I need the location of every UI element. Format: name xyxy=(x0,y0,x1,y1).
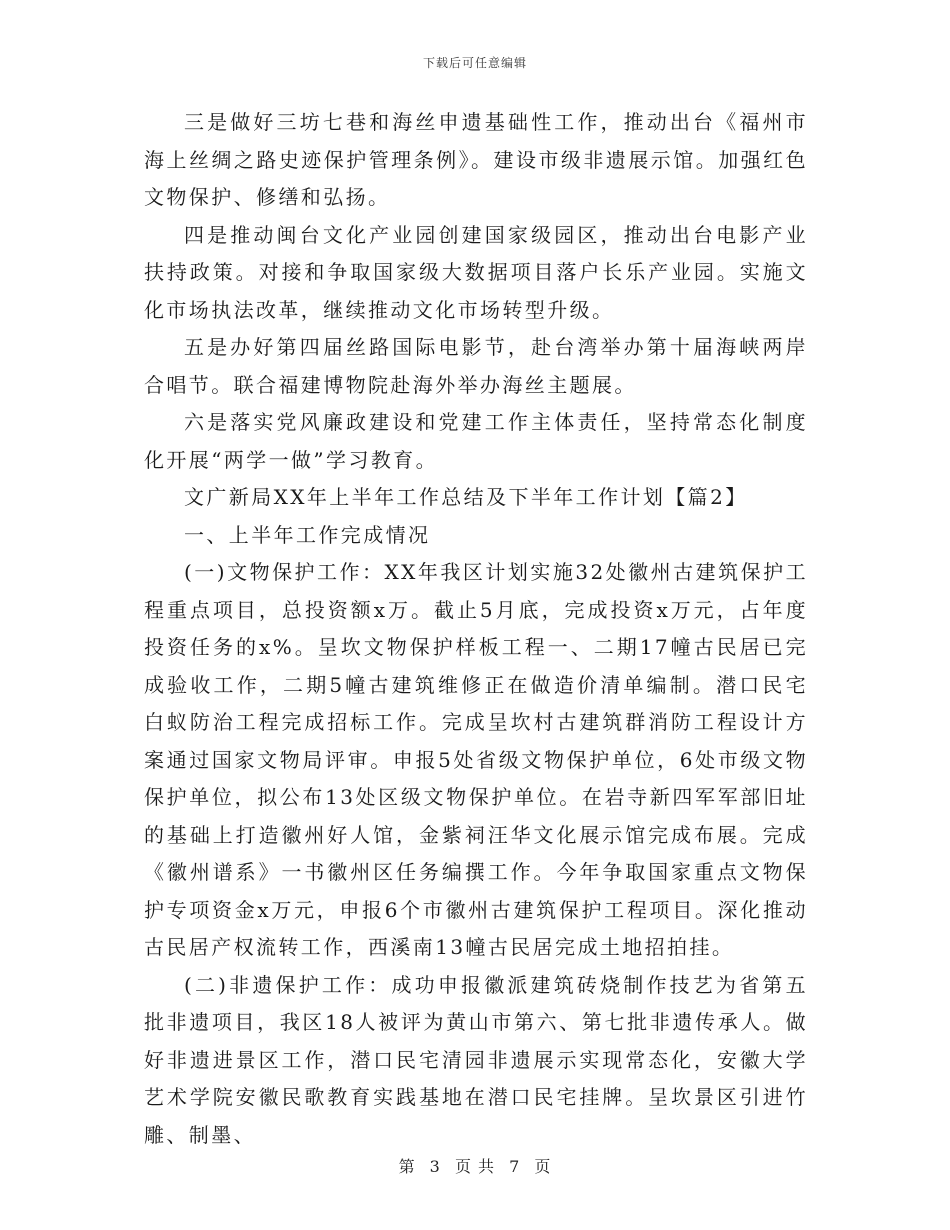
page-header: 下载后可任意编辑 xyxy=(422,56,527,70)
page-number-suffix: 页 xyxy=(534,1157,552,1176)
paragraph-item-3: 三是做好三坊七巷和海丝申遗基础性工作，推动出台《福州市海上丝绸之路史迹保护管理条例》。建设市级非遗展示馆。加强红色文物保护、修缮和弘扬。 xyxy=(144,110,808,209)
paragraph-item-5: 五是办好第四届丝路国际电影节，赴台湾举办第十届海峡两岸合唱节。联合福建博物院赴海外举办海丝主题展。 xyxy=(144,335,808,397)
paragraph-heritage-protection: (一)文物保护工作：XX年我区计划实施32处徽州古建筑保护工程重点项目，总投资额x万。截止5月底，完成投资x万元，占年度投资任务的x%。呈坎文物保护样板工程一、二期17幢古民居已完成验收工作，二期5幢古建筑维修正在做造价清单编制。潜口民宅白蚁防治工程完成招标工作。完成呈坎村古建筑群消防工程设计方案通过国家文物局评审。申报5处省级文物保护单位，6处市级文物保护单位，拟公布13处区级文物保护单位。在岩寺新四军军部旧址的基础上打造徽州好人馆，金紫祠汪华文化展示馆完成布展。完成《徽州谱系》一书徽州区任务编撰工作。今年争取国家重点文物保护专项资金x万元，申报6个市徽州古建筑保护工程项目。深化推动古民居产权流转工作，西溪南13幢古民居完成土地招拍挂。 xyxy=(144,560,808,959)
section-heading-1: 一、上半年工作完成情况 xyxy=(184,522,431,547)
paragraph-item-4: 四是推动闽台文化产业园创建国家级园区，推动出台电影产业扶持政策。对接和争取国家级大数据项目落户长乐产业园。实施文化市场执法改革，继续推动文化市场转型升级。 xyxy=(144,222,808,322)
document-body xyxy=(144,104,808,1154)
section-title: 文广新局XX年上半年工作总结及下半年工作计划【篇2】 xyxy=(184,485,748,509)
page-number-middle: 页 共 xyxy=(454,1157,496,1176)
page-footer xyxy=(0,1154,950,1177)
paragraph-intangible-heritage: (二)非遗保护工作：成功申报徽派建筑砖烧制作技艺为省第五批非遗项目，我区18人被评为黄山市第六、第七批非遗传承人。做好非遗进景区工作，潜口民宅清园非遗展示实现常态化，安徽大学艺术学院安徽民歌教育实践基地在潜口民宅挂牌。呈坎景区引进竹雕、制墨、 xyxy=(144,972,808,1147)
current-page-number: 3 xyxy=(429,1157,441,1176)
paragraph-item-6: 六是落实党风廉政建设和党建工作主体责任，坚持常态化制度化开展“两学一做”学习教育。 xyxy=(144,410,808,472)
total-page-number: 7 xyxy=(509,1157,521,1176)
page-number-prefix: 第 xyxy=(398,1157,416,1176)
